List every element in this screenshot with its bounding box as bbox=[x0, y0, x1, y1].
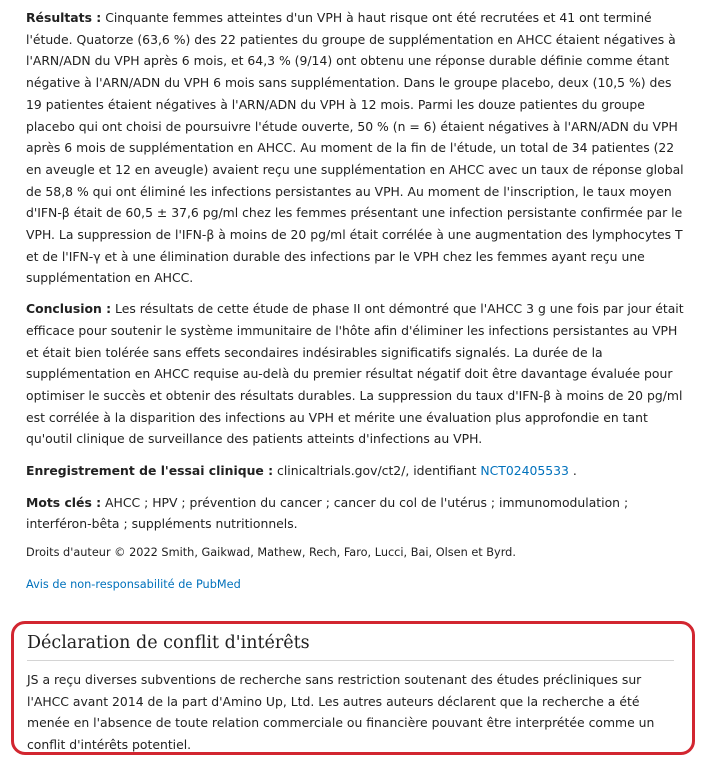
conflict-of-interest-heading: Déclaration de conflit d'intérêts bbox=[27, 633, 310, 653]
trial-id-link[interactable]: NCT02405533 bbox=[480, 463, 569, 479]
pubmed-disclaimer-link[interactable]: Avis de non-responsabilité de PubMed bbox=[26, 578, 241, 592]
abstract-content bbox=[26, 7, 686, 595]
conflict-of-interest-section bbox=[11, 621, 695, 755]
conclusion-text: Les résultats de cette étude de phase II ont démontré que l'AHCC 3 g une fois par jour était efficace pour soutenir le système immunitaire de l'hôte afin d'éliminer les infections persistantes au VPH et était bien tolérée sans effets secondaires indésirables significatifs signalés. La durée de la supplémentation en AHCC requise au-delà du premier résultat négatif doit être davantage évaluée pour optimiser le succès et obtenir des résultats durables. La suppression du taux d'IFN-β à moins de 20 pg/ml est corrélée à la disparition des infections au VPH et mérite une évaluation plus approfondie en tant qu'outil clinique de surveillance des patients atteints d'infections au VPH. bbox=[26, 301, 684, 447]
copyright-notice: Droits d'auteur © 2022 Smith, Gaikwad, Mathew, Rech, Faro, Lucci, Bai, Olsen et Byrd. bbox=[26, 546, 516, 560]
results-label: Résultats : bbox=[26, 10, 102, 25]
trial-registration-paragraph bbox=[26, 460, 686, 482]
keywords-paragraph bbox=[26, 492, 686, 535]
results-paragraph bbox=[26, 7, 686, 289]
conclusion-paragraph bbox=[26, 298, 686, 450]
trial-registration-text: clinicaltrials.gov/ct2/, identifiant bbox=[273, 463, 481, 479]
conflict-of-interest-text: JS a reçu diverses subventions de recherche sans restriction soutenant des études précliniques sur l'AHCC avant 2014 de la part d'Amino Up, Ltd. Les autres auteurs déclarent que la recherche a été menée en l'absence de toute relation commerciale ou financière pouvant être interprétée comme un conflit d'intérêts potentiel. bbox=[27, 672, 655, 753]
trial-registration-suffix: . bbox=[568, 463, 577, 479]
keywords-text: AHCC ; HPV ; prévention du cancer ; cancer du col de l'utérus ; immunomodulation ; interféron-bêta ; suppléments nutritionnels. bbox=[26, 494, 629, 532]
conclusion-label: Conclusion : bbox=[26, 301, 112, 317]
results-text: Cinquante femmes atteintes d'un VPH à haut risque ont été recrutées et 41 ont terminé l'étude. Quatorze (63,6 %) des 22 patientes du groupe de supplémentation en AHCC étaient négatives à l'ARN/ADN du VPH après 6 mois, et 64,3 % (9/14) ont obtenu une réponse durable définie comme étant négative à l'ARN/ADN du VPH 6 mois sans supplémentation. Dans le groupe placebo, deux (10,5 %) des 19 patientes étaient négatives à l'ARN/ADN du VPH à 12 mois. Parmi les douze patientes du groupe placebo qui ont choisi de poursuivre l'étude ouverte, 50 % (n = 6) étaient négatives à l'ARN/ADN du VPH après 6 mois de supplémentation en AHCC. Au moment de la fin de l'étude, un total de 34 patientes (22 en aveugle et 12 en aveugle) avaient reçu une supplémentation en AHCC avec un taux de réponse global de 58,8 % qui ont éliminé les infections persistantes au VPH. Au moment de l'inscription, le taux moyen d'IFN-β était de 60,5 ± 37,6 pg/ml chez les femmes présentant une infection persistante confirmée par le VPH. La suppression de l'IFN-β à moins de 20 pg/ml était corrélée à une augmentation des lymphocytes T et de l'IFN-γ et à une élimination durable des infections par le VPH chez les femmes ayant reçu une supplémentation en AHCC. bbox=[26, 10, 684, 286]
keywords-label: Mots clés : bbox=[26, 494, 102, 510]
section-divider bbox=[27, 660, 674, 661]
trial-registration-label: Enregistrement de l'essai clinique : bbox=[26, 463, 274, 479]
